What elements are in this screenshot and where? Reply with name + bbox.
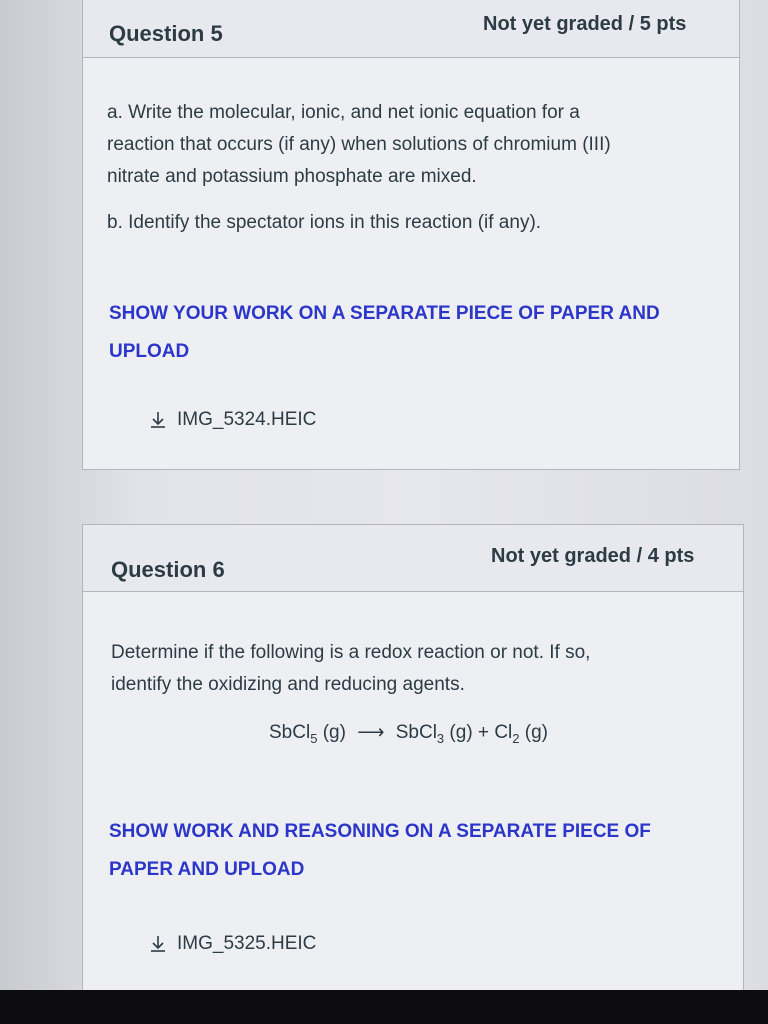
product-1-state: (g) + (444, 722, 495, 743)
reaction-arrow: ⟶ (357, 722, 385, 743)
instruction-line-2: UPLOAD (109, 341, 190, 362)
question-6-card (82, 524, 744, 1006)
attachment-img-5324[interactable] (149, 409, 316, 431)
attachment-filename: IMG_5325.HEIC (177, 933, 317, 954)
reactant-subscript: 5 (310, 730, 318, 746)
part-b: b. Identify the spectator ions in this reaction (if any). (107, 212, 542, 233)
part-a-line-2: reaction that occurs (if any) when solutions of chromium (III) (107, 134, 611, 155)
part-a-line-1: a. Write the molecular, ionic, and net ionic equation for a (107, 102, 580, 123)
redox-equation (269, 721, 548, 746)
download-icon (149, 410, 167, 430)
question-5-points: Not yet graded / 5 pts (483, 13, 687, 35)
question-5-card (82, 0, 740, 470)
prompt-line-1: Determine if the following is a redox reaction or not. If so, (111, 642, 591, 663)
reactant-state: (g) (317, 722, 346, 743)
download-icon (149, 934, 167, 954)
product-1-subscript: 3 (436, 730, 445, 746)
product-2-formula: Cl (494, 722, 513, 743)
question-5-header (83, 0, 739, 58)
question-6-points: Not yet graded / 4 pts (491, 545, 695, 567)
question-6-body (111, 637, 731, 701)
instruction-line-1: SHOW WORK AND REASONING ON A SEPARATE PIECE OF (109, 821, 651, 842)
attachment-filename: IMG_5324.HEIC (177, 409, 317, 430)
product-2-state: (g) (519, 722, 548, 743)
part-a-line-3: nitrate and potassium phosphate are mixed. (107, 166, 477, 187)
instruction-line-1: SHOW YOUR WORK ON A SEPARATE PIECE OF PAPER AND (109, 303, 660, 324)
attachment-img-5325[interactable] (149, 933, 316, 955)
instruction-line-2: PAPER AND UPLOAD (109, 859, 305, 880)
question-6-title: Question 6 (111, 557, 225, 582)
question-5-title: Question 5 (109, 21, 223, 46)
reactant-formula: SbCl (269, 722, 311, 743)
prompt-line-2: identify the oxidizing and reducing agents. (111, 674, 465, 695)
screen-bezel (0, 990, 768, 1024)
question-5-instruction (109, 295, 729, 371)
product-2-subscript: 2 (512, 730, 520, 746)
question-6-instruction (109, 813, 739, 889)
product-1-formula: SbCl (395, 722, 437, 743)
question-6-header (83, 525, 743, 592)
question-5-body (107, 97, 727, 239)
